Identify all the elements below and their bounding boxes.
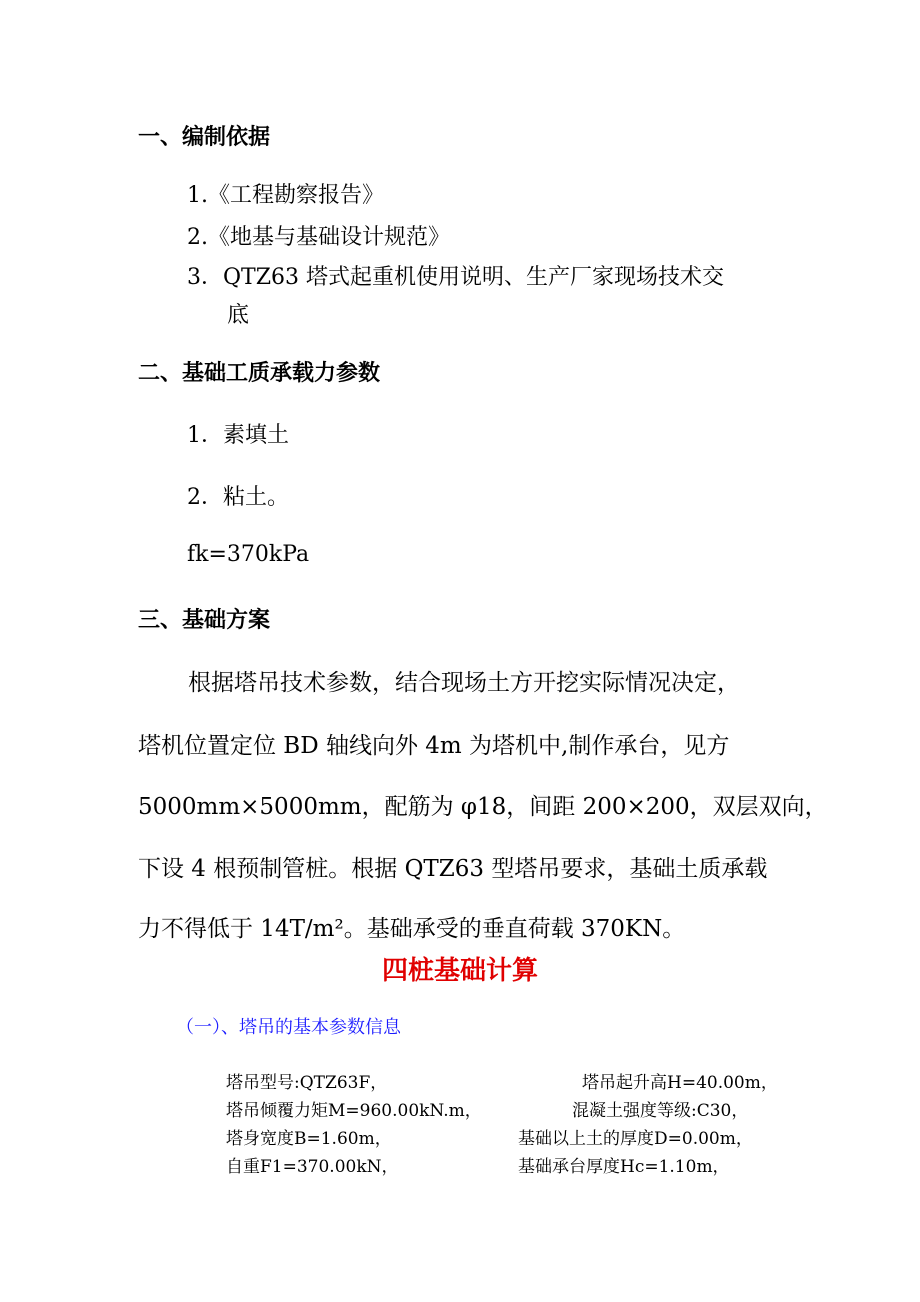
list-item: 2.《地基与基础设计规范》 [187, 225, 450, 250]
section-heading-1: 一、编制依据 [138, 125, 271, 150]
paragraph-line: 下设 4 根预制管桩。根据 QTZ63 型塔吊要求，基础土质承载 [138, 856, 768, 882]
param-right: 基础以上土的厚度D=0.00m， [518, 1129, 753, 1149]
list-item: 1.《工程勘察报告》 [187, 183, 384, 208]
list-item: 2．粘土。 [187, 485, 289, 510]
paragraph-line: 塔机位置定位 BD 轴线向外 4m 为塔机中,制作承台，见方 [138, 733, 730, 759]
section-heading-2: 二、基础工质承载力参数 [138, 361, 381, 386]
calc-title: 四桩基础计算 [381, 956, 538, 986]
param-left: 塔吊倾覆力矩M=960.00kN.m， [226, 1101, 482, 1121]
paragraph-line: 力不得低于 14T/m²。基础承受的垂直荷载 370KN。 [138, 916, 686, 942]
list-item: 3．QTZ63 塔式起重机使用说明、生产厂家现场技术交 [187, 265, 724, 290]
section-heading-3: 三、基础方案 [138, 608, 271, 633]
list-item-continuation: 底 [227, 303, 250, 328]
param-left: 自重F1=370.00kN， [226, 1157, 399, 1177]
list-item: 1．素填土 [187, 423, 289, 448]
fk-value: fk=370kPa [187, 542, 310, 567]
paragraph-line: 5000mm×5000mm，配筋为 φ18，间距 200×200，双层双向， [138, 794, 828, 820]
param-right: 混凝土强度等级:C30， [572, 1101, 749, 1121]
param-left: 塔身宽度B=1.60m， [226, 1129, 392, 1149]
param-right: 基础承台厚度Hc=1.10m， [518, 1157, 730, 1177]
calc-subtitle: （一）、塔吊的基本参数信息 [176, 1017, 401, 1038]
param-left: 塔吊型号:QTZ63F， [226, 1073, 388, 1093]
param-right: 塔吊起升高H=40.00m， [582, 1073, 778, 1093]
paragraph-line: 根据塔吊技术参数，结合现场土方开挖实际情况决定， [188, 670, 740, 696]
